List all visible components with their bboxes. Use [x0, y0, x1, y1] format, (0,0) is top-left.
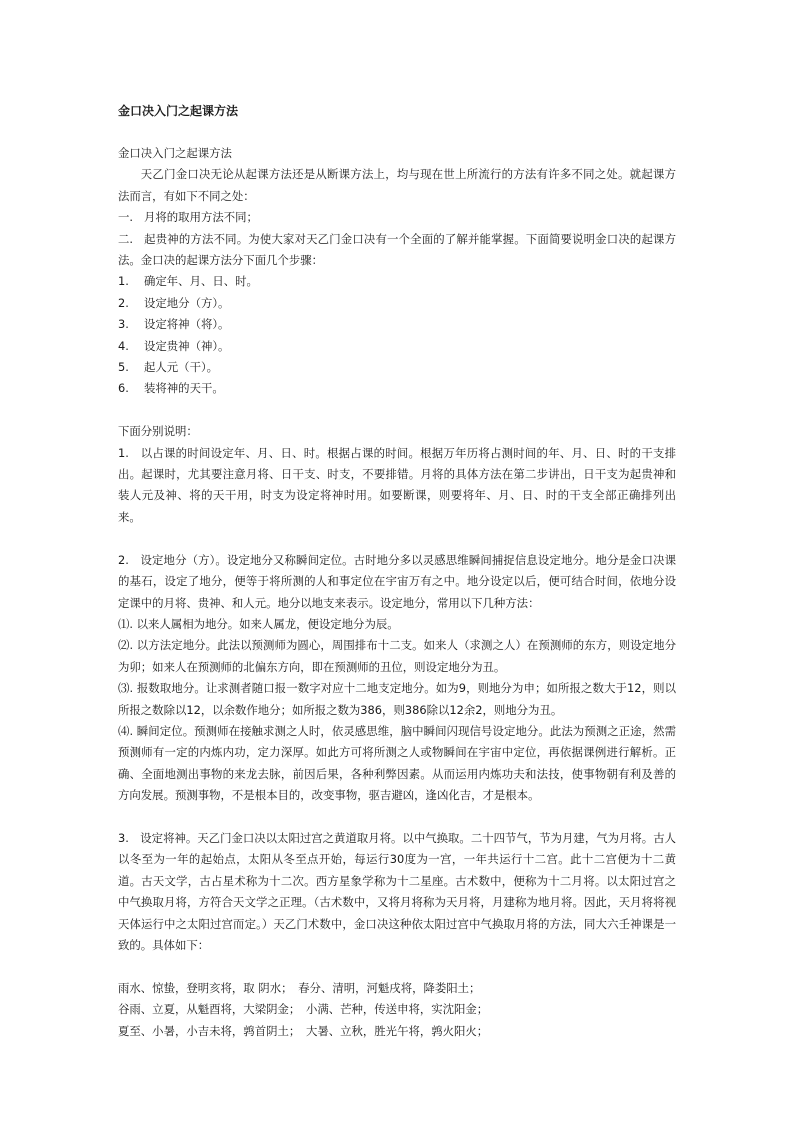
step-text: 装将神的天干。 — [144, 381, 224, 396]
step-item — [118, 336, 676, 357]
step-text: 设定将神（将）。 — [144, 317, 230, 332]
step-number: 3. — [118, 317, 129, 332]
section-3-paragraph: 3. 设定将神。天乙门金口决以太阳过宫之黄道取月将。以中气换取。二十四节气，节为月建，气为月将。古人以冬至为一年的起始点，太阳从冬至点开始，每运行30度为一宫，一年共运行十二宫。此十二宫便为十二黄道。古天文学，古占星术称为十二次。西方星象学称为十二星座。古术数中，便称为十二月将。以太阳过宫之中气换取月将，方符合天文学之正理。（古术数中，又将月将称为天月将，月建称为地月将。因此，天月将将视天体运行中之太阳过宫而定。）天乙门术数中，金口决这种依太阳过宫中气换取月将的方法，同大六壬神课是一致的。具体如下： — [118, 830, 676, 952]
method-item: ⑴. 以来人属相为地分。如来人属龙，便设定地分为辰。 — [118, 616, 399, 631]
step-item — [118, 357, 676, 378]
difference-item — [118, 229, 676, 272]
step-item — [118, 378, 676, 399]
blank-line — [118, 400, 676, 421]
difference-text: 起贵神的方法不同。为使大家对天乙门金口决有一个全面的了解并能掌握。下面简要说明金口决的起课方法。金口决的起课方法分下面几个步骤： — [118, 231, 676, 268]
step-item — [118, 314, 676, 335]
step-number: 5. — [118, 360, 129, 375]
month-general-line: 谷雨、立夏，从魁酉将，大梁阴金； 小满、芒种，传送申将，实沈阳金； — [118, 1002, 489, 1017]
page-title: 金口决入门之起课方法 — [118, 104, 239, 118]
step-number: 6. — [118, 381, 129, 396]
step-text: 设定贵神（神）。 — [144, 338, 230, 353]
step-item — [118, 271, 676, 292]
step-text: 设定地分（方）。 — [144, 295, 230, 310]
step-number: 1. — [118, 274, 129, 289]
method-item: ⑶. 报数取地分。让求测者随口报一数字对应十二地支定地分。如为9，则地分为申；如所报之数大于12，则以所报之数除以12，以余数作地分；如所报之数为386，则386除以12余2，则地分为丑。 — [118, 681, 676, 717]
document-body — [118, 100, 676, 1042]
difference-text: 月将的取用方法不同； — [144, 210, 258, 225]
method-item: ⑵. 以方法定地分。此法以预测师为圆心，周围排布十二支。如来人（求测之人）在预测师的东方，则设定地分为卯；如来人在预测师的北偏东方向，即在预测师的丑位，则设定地分为丑。 — [118, 638, 676, 674]
blank-line — [118, 807, 676, 828]
method-item: ⑷. 瞬间定位。预测师在接触求测之人时，依灵感思维，脑中瞬间闪现信号设定地分。此法为预测之正途，然需预测师有一定的内炼内功，定力深厚。如此方可将所测之人或物瞬间在宇宙中定位，再依据课例进行解析。正确、全面地测出事物的来龙去脉，前因后果，各种利弊因素。从而运用内炼功夫和法技，使事物朝有利及善的方向发展。预测事物，不是根本目的，改变事物，驱吉避凶，逢凶化吉，才是根本。 — [118, 723, 676, 803]
step-text: 起人元（干）。 — [144, 360, 219, 375]
section-1-paragraph: 1. 以占课的时间设定年、月、日、时。根据占课的时间。根据万年历将占测时间的年、月、日、时的干支排出。起课时，尤其要注意月将、日干支、时支，不要排错。月将的具体方法在第二步讲出，日干支为起贵神和装人元及神、将的天干用，时支为设定将神时用。如要断课，则要将年、月、日、时的干支全部正确排列出来。 — [118, 445, 676, 524]
difference-number: 二. — [118, 231, 134, 246]
blank-line — [118, 956, 676, 977]
difference-number: 一. — [118, 210, 134, 225]
step-item — [118, 293, 676, 314]
intro-paragraph: 天乙门金口决无论从起课方法还是从断课方法上，均与现在世上所流行的方法有许多不同之处。就起课方法而言，有如下不同之处： — [118, 167, 676, 203]
subtitle: 金口决入门之起课方法 — [118, 146, 232, 160]
difference-item — [118, 207, 676, 228]
explain-heading: 下面分别说明： — [118, 424, 198, 439]
step-number: 2. — [118, 295, 129, 310]
section-2-paragraph: 2. 设定地分（方）。设定地分又称瞬间定位。古时地分多以灵感思维瞬间捕捉信息设定地分。地分是金口决课的基石，设定了地分，便等于将所测的人和事定位在宇宙万有之中。地分设定以后，便可结合时间，依地分设定课中的月将、贵神、和人元。地分以地支来表示。设定地分，常用以下几种方法： — [118, 552, 676, 610]
month-general-line: 雨水、惊蛰，登明亥将，取 阴水； 春分、清明，河魁戌将，降娄阳土； — [118, 980, 481, 995]
month-general-line: 夏至、小暑，小吉未将，鹑首阴土； 大暑、立秋，胜光午将，鹑火阳火； — [118, 1023, 489, 1038]
blank-line — [118, 528, 676, 549]
step-text: 确定年、月、日、时。 — [144, 274, 258, 289]
step-number: 4. — [118, 338, 129, 353]
